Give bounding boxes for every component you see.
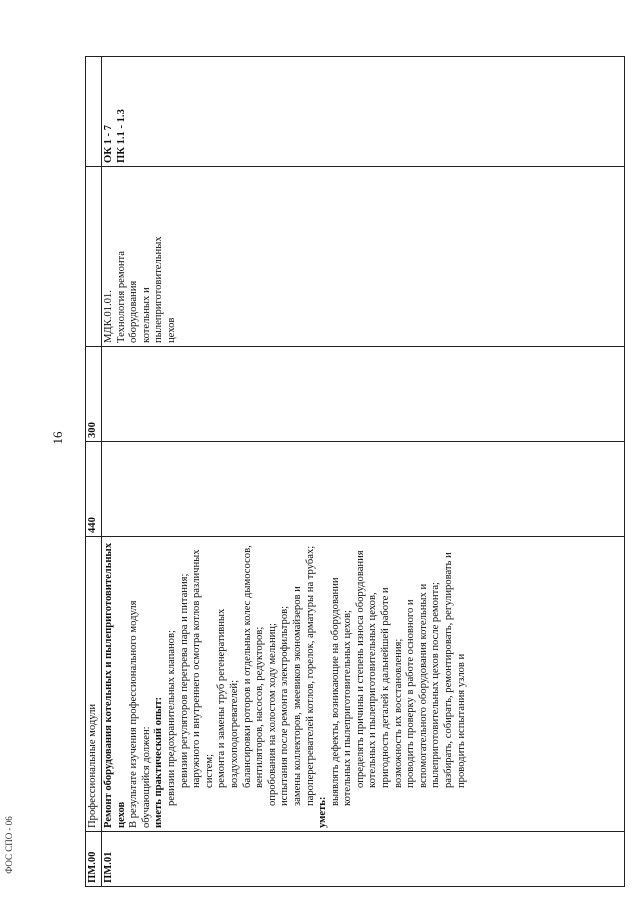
header-hours-total: 440 (86, 442, 102, 537)
row-code: ПМ.01 (102, 832, 625, 887)
footer-code: ФОС СПО - 06 (3, 816, 14, 874)
header-mdk (86, 167, 102, 347)
mdk-name-line: котельных и (140, 287, 152, 343)
row-hours-total (102, 442, 625, 537)
practice-item: балансировки роторов и отдельных колес дымососов, вентиляторов, насосов, редукторов; (241, 545, 266, 788)
practice-item: замены коллекторов, змеевиков экономайзеров и пароперегревателей котлов, горелок, арматуры на трубах; (291, 545, 316, 806)
skills-label: уметь: (317, 796, 329, 828)
practice-item: испытания после ремонта электрофильтров; (279, 605, 291, 806)
header-hours-class: 300 (86, 347, 102, 442)
curriculum-table (85, 56, 625, 887)
table-header-row (86, 57, 102, 887)
practice-item: ревизии регуляторов перегрева пара и питания; (178, 573, 190, 788)
practice-item: ремонта и замены труб регенеративных воздухоподогревателей; (216, 608, 240, 788)
module-title: Ремонт оборудования котельных и пылеприготовительных цехов (103, 542, 127, 828)
practice-item: наружного и внутреннего осмотра котлов различных систем; (191, 549, 215, 788)
mdk-code: МДК.01.01. (103, 290, 114, 343)
page-number: 16 (50, 431, 65, 445)
skill-item: разбирать, собирать, ремонтировать, регулировать и проводить испытания узлов и (443, 552, 467, 788)
header-code: ПМ.00 (86, 832, 102, 887)
row-description (102, 537, 625, 832)
skill-item: проводить проверку в работе основного и вспомогательного оборудования котельных и пылеприготовительных цехов после ремонта; (405, 581, 442, 788)
module-intro: В результате изучения профессионального модуля обучающийся должен: (128, 600, 152, 828)
competency-pk: ПК 1.1 - 1.3 (115, 109, 127, 163)
mdk-name-line: оборудования (128, 280, 140, 343)
row-mdk (102, 167, 625, 347)
skill-item: определять причины и степень износа оборудования котельных и пылеприготовительных цехов, пригодность деталей к дальнейшей работе и возможность их восстановления; (354, 550, 404, 788)
mdk-name-line: цехов (165, 317, 177, 343)
header-name: Профессиональные модули (86, 537, 102, 832)
practice-item: опробования на холостом ходу мельниц; (266, 623, 278, 806)
table-row (102, 57, 625, 887)
header-competencies (86, 57, 102, 167)
practice-label: иметь практический опыт: (153, 696, 165, 828)
practice-item: ревизии предохранительных клапанов; (165, 630, 177, 806)
competency-ok: ОК 1 - 7 (103, 125, 114, 163)
skill-item: выявлять дефекты, возникающие на оборудовании котельных и пылеприготовительных цехов; (329, 577, 354, 806)
rotated-table-frame (85, 57, 625, 887)
mdk-name-line: пылеприготовительных (153, 236, 165, 343)
row-hours-class (102, 347, 625, 442)
mdk-name-line: Технология ремонта (115, 250, 127, 343)
row-competencies (102, 57, 625, 167)
